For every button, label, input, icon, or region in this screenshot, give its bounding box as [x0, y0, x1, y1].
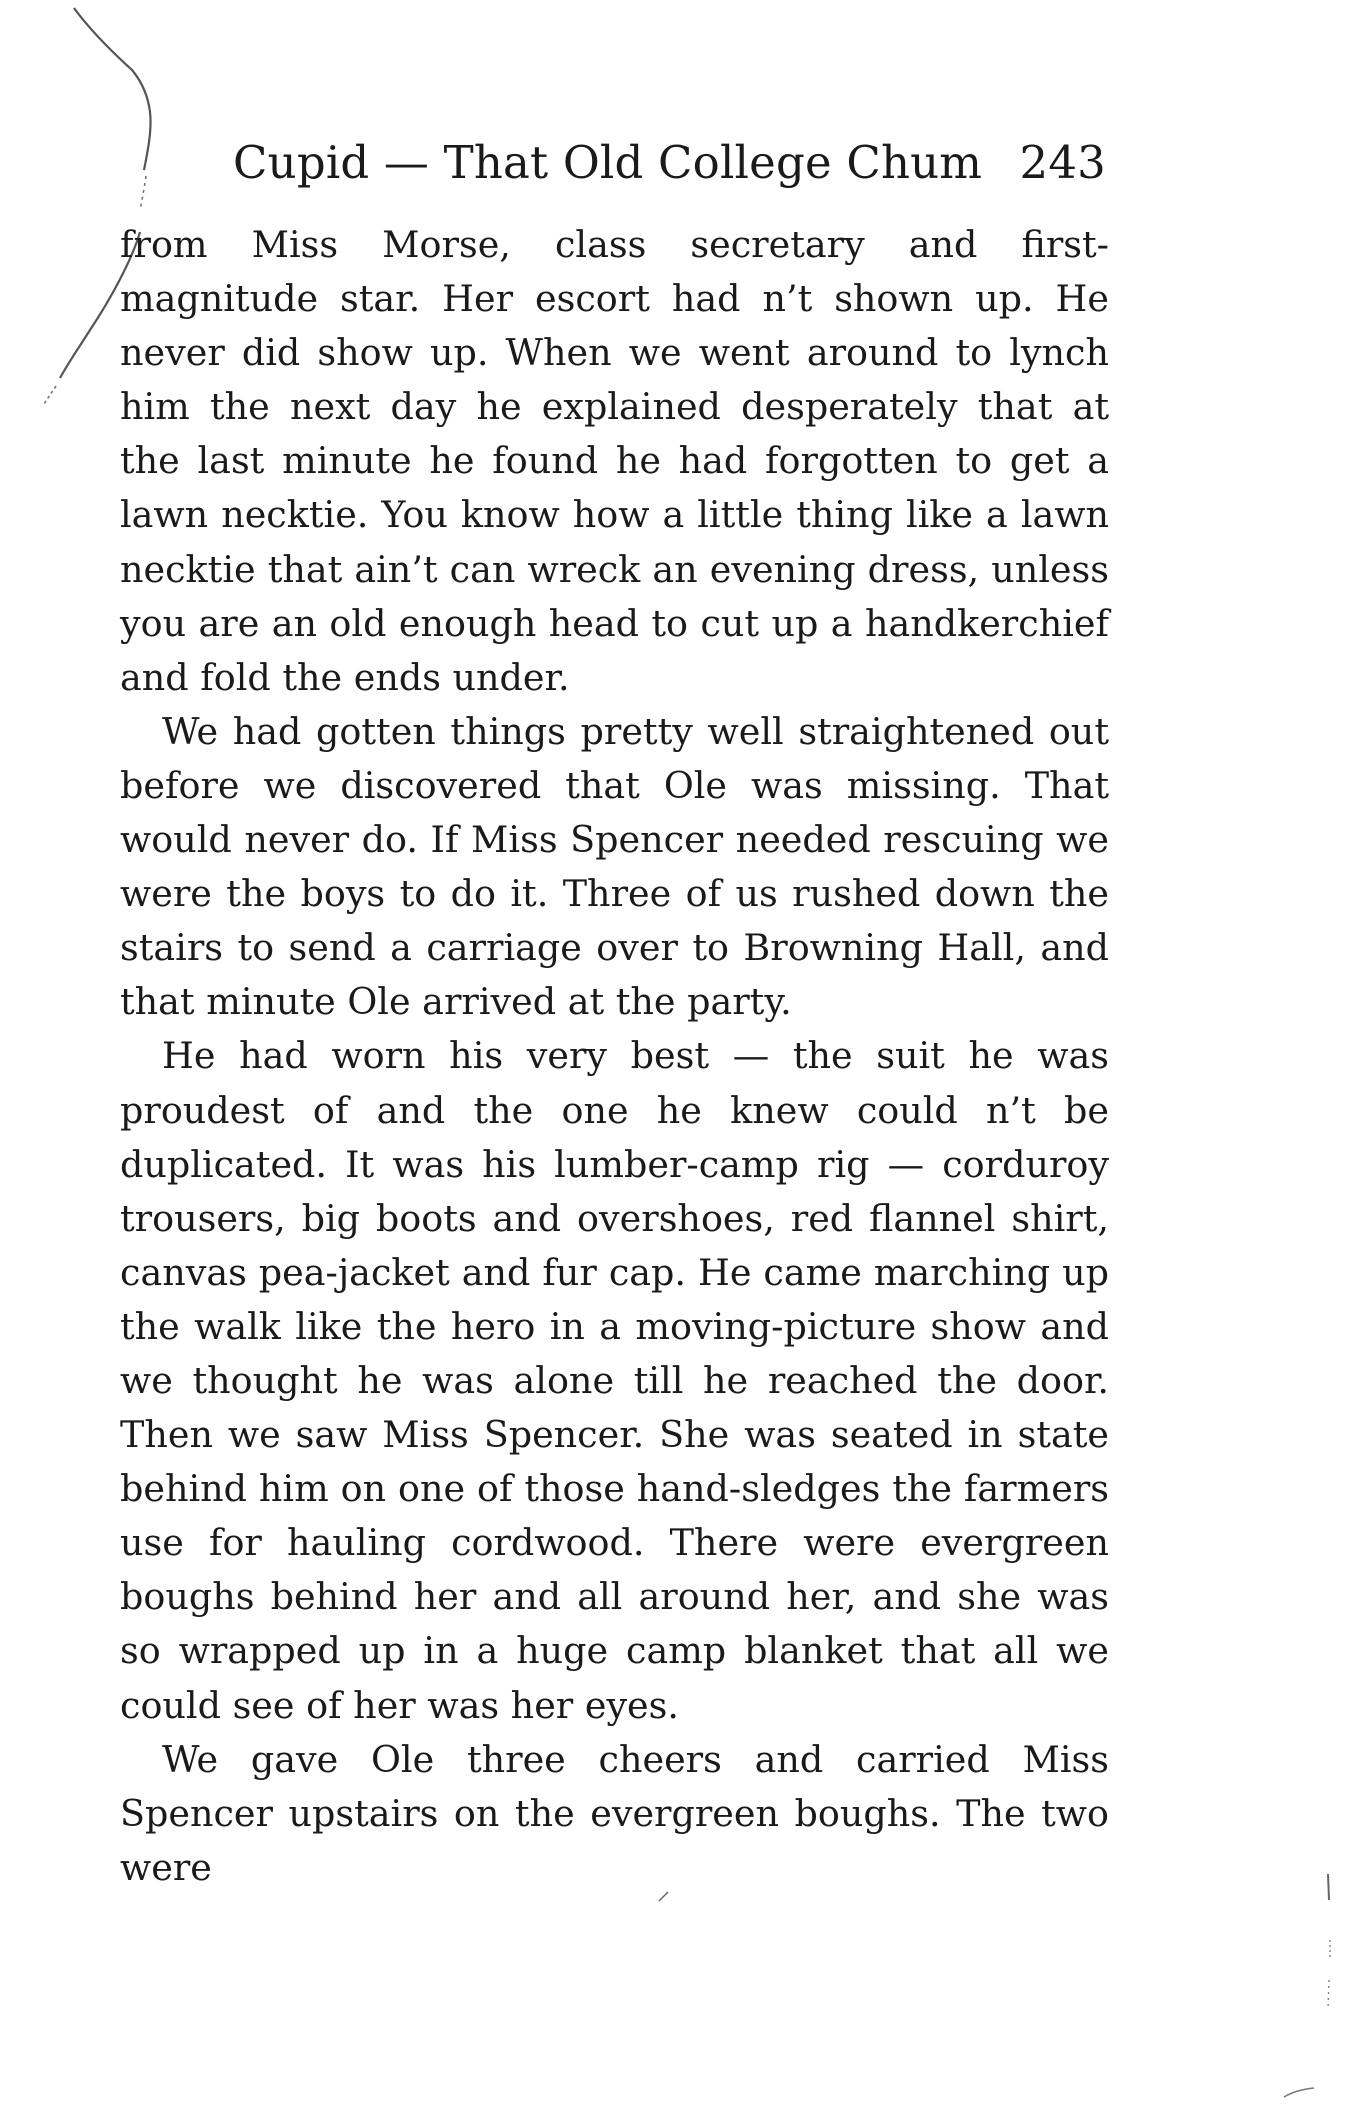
- paragraph: He had worn his very best — the suit he was proudest of and the one he knew could n’t be duplicated. It was his lumber-camp rig — corduroy trousers, big boots and overshoes, red flannel shirt, canvas pea-jacket and fur cap. He came marching up the walk like the hero in a moving-picture show and we thought he was alone till he reached the door. Then we saw Miss Spencer. She was seated in state behind him on one of those hand-sledges the farmers use for hauling cordwood. There were evergreen boughs behind her and all around her, and she was so wrapped up in a huge camp blanket that all we could see of her was her eyes.: [120, 1034, 1109, 1727]
- body-text: [120, 218, 1109, 1895]
- right-edge-mark: [1318, 1870, 1338, 2030]
- running-title: Cupid — That Old College Chum: [233, 136, 983, 189]
- page-number: 243: [1019, 136, 1106, 189]
- running-head: [233, 136, 1106, 198]
- paragraph: We gave Ole three cheers and carried Miss Spencer upstairs on the evergreen boughs. The two were: [120, 1737, 1109, 1889]
- paragraph: We had gotten things pretty well straightened out before we discovered that Ole was missing. That would never do. If Miss Spencer needed rescuing we were the boys to do it. Three of us rushed down the stairs to send a carriage over to Browning Hall, and that minute Ole arrived at the party.: [120, 709, 1109, 1024]
- paragraph: from Miss Morse, class secretary and first-magnitude star. Her escort had n’t shown up. He never did show up. When we went around to lynch him the next day he explained desperately that at the last minute he found he had forgotten to get a lawn necktie. You know how a little thing like a lawn necktie that ain’t can wreck an evening dress, unless you are an old enough head to cut up a handkerchief and fold the ends under.: [120, 223, 1109, 699]
- bottom-right-smudge-mark: [1280, 2085, 1320, 2101]
